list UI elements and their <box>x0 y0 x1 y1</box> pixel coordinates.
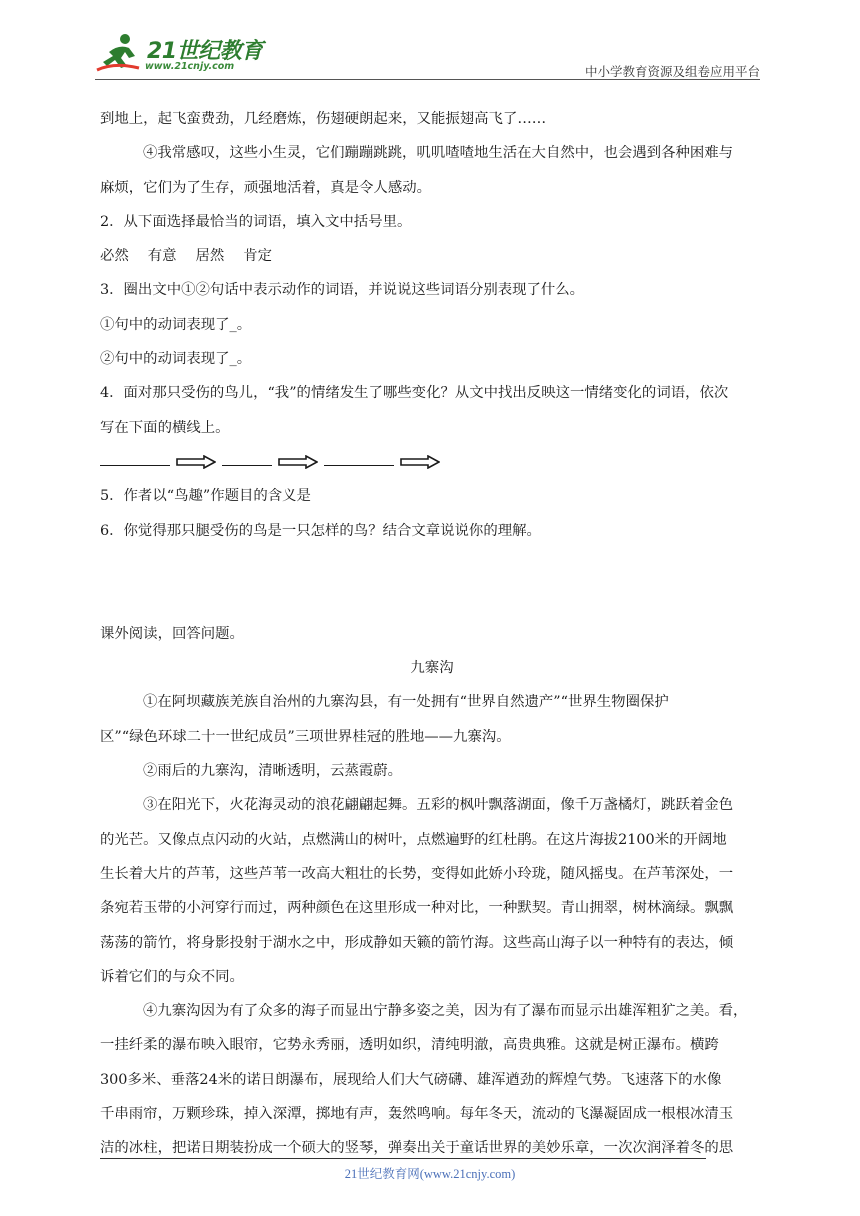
runner-logo-icon <box>95 32 145 74</box>
emotion-chain-answer-line <box>100 445 764 479</box>
reading-p3-line-6: 诉着它们的与众不同。 <box>100 968 244 985</box>
reading-p3-line-1: ③在阳光下，火花海灵动的浪花翩翩起舞。五彩的枫叶飘落湖面，像千万盏橘灯，跳跃着金色 <box>143 797 734 814</box>
question-4-line-1: 4．面对那只受伤的鸟儿，“我”的情绪发生了哪些变化？从文中找出反映这一情绪变化的词语，依次 <box>100 385 729 402</box>
question-5: 5．作者以“鸟趣”作题目的含义是 <box>100 488 311 505</box>
footer-text: 21世纪教育网(www.21cnjy.com) <box>344 1167 516 1181</box>
reading-p3-line-4: 条宛若玉带的小河穿行而过，两种颜色在这里形成一种对比，一种默契。青山拥翠，树林滴绿。飘飘 <box>100 900 734 917</box>
answer-blank <box>100 465 170 466</box>
reading-p3-line-2: 的光芒。又像点点闪动的火站，点燃满山的树叶，点燃遍野的红杜鹃。在这片海拔2100米的开阔地 <box>100 831 727 848</box>
logo-text: 21世纪教育 <box>147 39 263 64</box>
reading-p4-line-2: 一挂纤柔的瀑布映入眼帘，它势永秀丽，透明如织，清纯明澈，高贵典雅。这就是树正瀑布。横跨 <box>100 1037 719 1054</box>
answer-blank <box>324 465 394 466</box>
reading-p4-line-3: 300多米、垂落24米的诺日朗瀑布，展现给人们大气磅礴、雄浑遒劲的辉煌气势。飞速落下的水像 <box>100 1071 722 1088</box>
question-3-answer-a: ①句中的动词表现了_。 <box>100 316 252 333</box>
question-6: 6．你觉得那只腿受伤的鸟是一只怎样的鸟？结合文章说说你的理解。 <box>100 522 541 539</box>
logo <box>95 30 265 78</box>
question-2: 2．从下面选择最恰当的词语，填入文中括号里。 <box>100 213 412 230</box>
reading-p4-line-5: 洁的冰柱，把诺日期装扮成一个硕大的竖琴，弹奏出关于童话世界的美妙乐章，一次次润泽着冬的思 <box>100 1140 734 1157</box>
arrow-right-icon <box>278 455 318 469</box>
spacer <box>100 548 764 617</box>
reading-p1-line-1: ①在阿坝藏族羌族自治州的九寨沟县，有一处拥有“世界自然遗产”“世界生物圈保护 <box>143 694 669 711</box>
reading-p4-line-1: ④九寨沟因为有了众多的海子而显出宁静多姿之美，因为有了瀑布而显示出雄浑粗犷之美。看， <box>143 1003 748 1020</box>
platform-name: 中小学教育资源及组卷应用平台 <box>584 64 760 79</box>
text-line: 到地上，起飞蛮费劲，几经磨炼，伤翅硬朗起来，又能振翅高飞了…… <box>100 111 547 127</box>
reading-p1-line-2: 区”“绿色环球二十一世纪成员”三项世界桂冠的胜地——九寨沟。 <box>100 728 511 745</box>
footer-divider <box>100 1158 706 1159</box>
section-heading: 课外阅读，回答问题。 <box>100 625 244 642</box>
paragraph-4-line-1: ④我常感叹，这些小生灵，它们蹦蹦跳跳，叽叽喳喳地生活在大自然中，也会遇到各种困难与 <box>143 145 734 162</box>
question-4-line-2: 写在下面的横线上。 <box>100 419 230 436</box>
answer-blank <box>222 465 272 466</box>
question-2-word-choices: 必然 有意 居然 肯定 <box>100 248 273 265</box>
reading-p2: ②雨后的九寨沟，清晰透明，云蒸霞蔚。 <box>143 763 403 780</box>
reading-p3-line-3: 生长着大片的芦苇，这些芦苇一改高大粗壮的长势，变得如此娇小玲珑，随风摇曳。在芦苇深处，一 <box>100 865 734 882</box>
reading-p4-line-4: 千串雨帘，万颗珍珠，掉入深潭，掷地有声，轰然鸣响。每年冬天，流动的飞瀑凝固成一根根冰清玉 <box>100 1106 734 1123</box>
arrow-right-icon <box>176 455 216 469</box>
passage-title: 九寨沟 <box>410 660 454 677</box>
logo-url: www.21cnjy.com <box>145 61 235 72</box>
question-3-answer-b: ②句中的动词表现了_。 <box>100 351 252 368</box>
header-divider <box>95 79 760 80</box>
paragraph-4-line-2: 麻烦，它们为了生存，顽强地活着，真是令人感动。 <box>100 179 431 196</box>
reading-p3-line-5: 荡荡的箭竹，将身影投射于湖水之中，形成静如天籁的箭竹海。这些高山海子以一种特有的表达，倾 <box>100 934 734 951</box>
arrow-right-icon <box>400 455 440 469</box>
question-3: 3．圈出文中①②句话中表示动作的词语，并说说这些词语分别表现了什么。 <box>100 282 585 299</box>
document-body <box>100 102 764 1166</box>
page-header <box>95 30 760 82</box>
